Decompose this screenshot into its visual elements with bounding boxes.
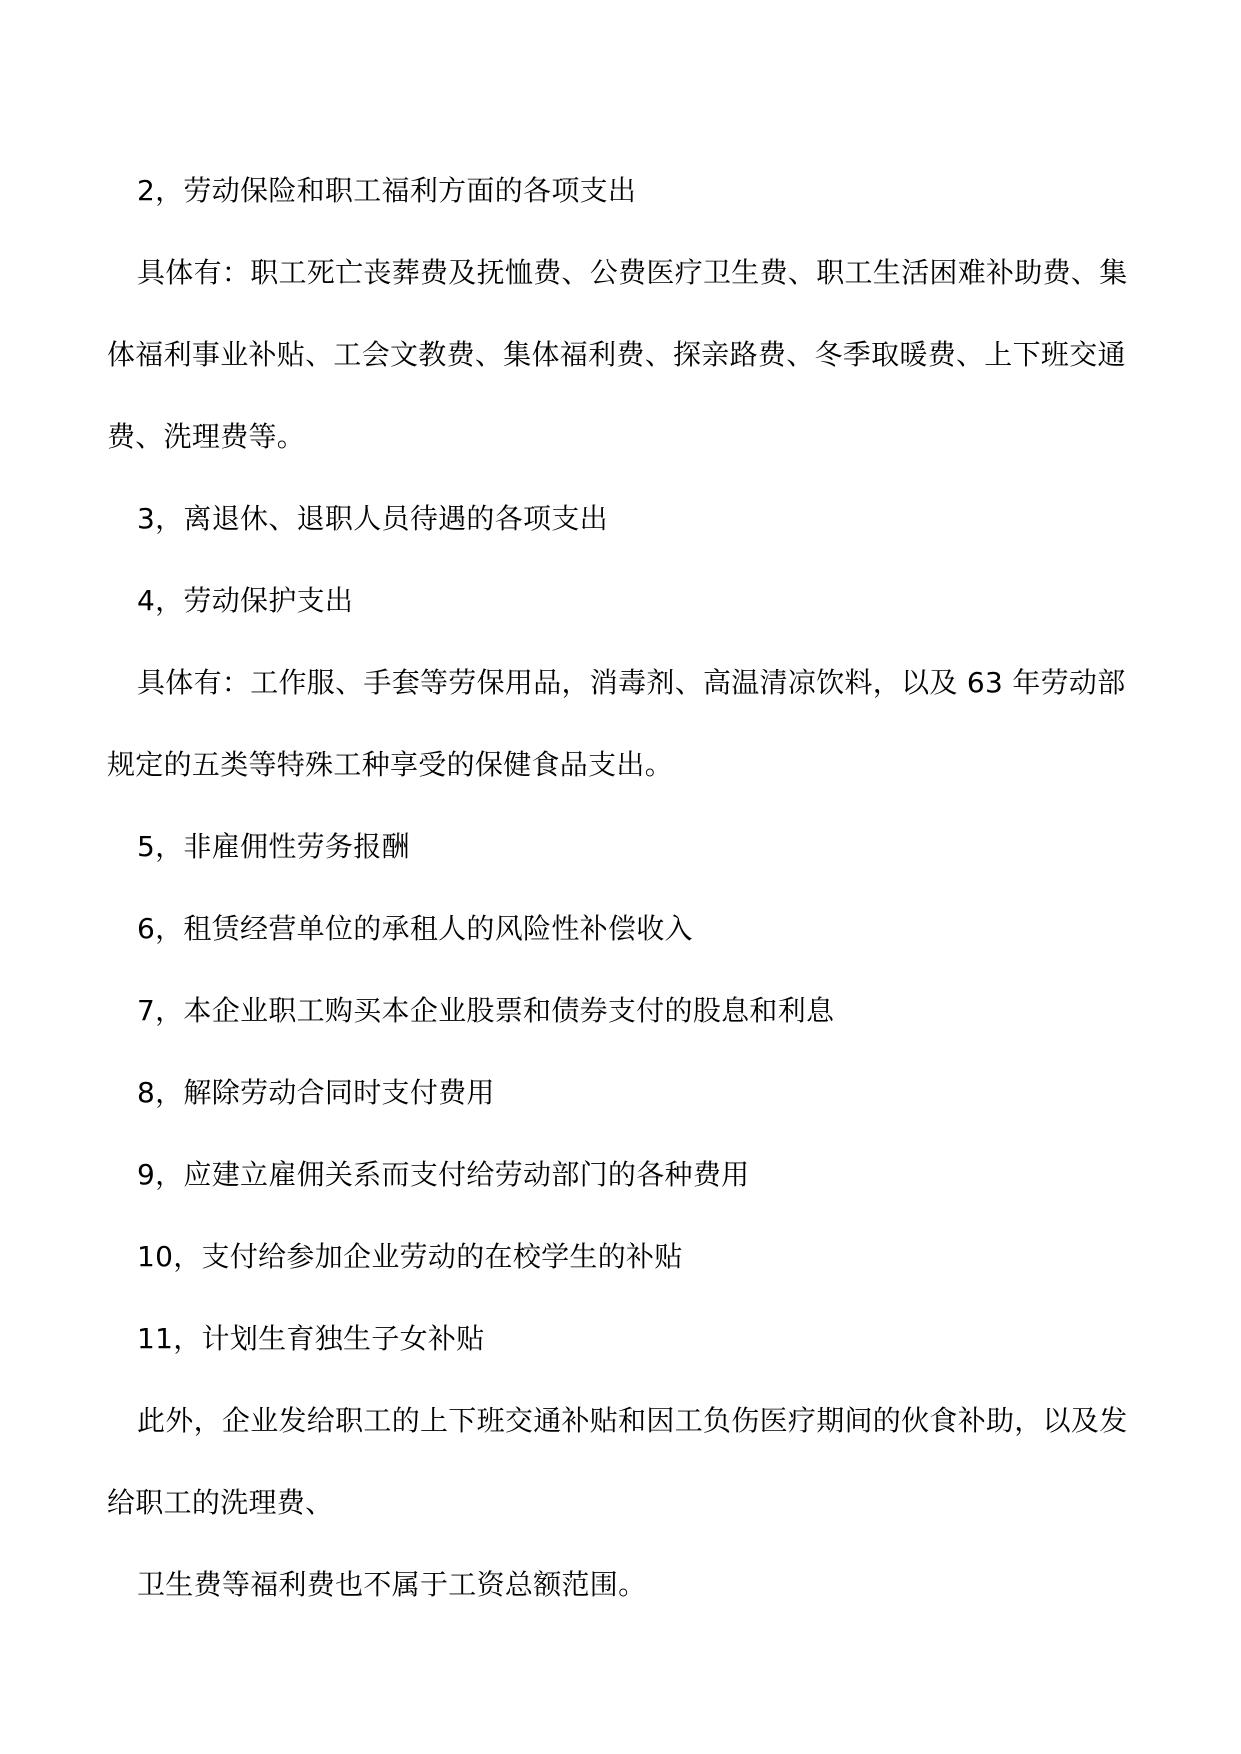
paragraph-item-5: 5，非雇佣性劳务报酬	[137, 830, 410, 863]
paragraph-closing-note: 卫生费等福利费也不属于工资总额范围。	[137, 1568, 647, 1601]
paragraph-item-3: 3，离退休、退职人员待遇的各项支出	[137, 502, 608, 535]
paragraph-item-7: 7，本企业职工购买本企业股票和债券支付的股息和利息	[137, 994, 835, 1027]
paragraph-item-8: 8，解除劳动合同时支付费用	[137, 1076, 495, 1109]
paragraph-item-6: 6，租赁经营单位的承租人的风险性补偿收入	[137, 912, 693, 945]
paragraph-item-11: 11，计划生育独生子女补贴	[137, 1322, 485, 1355]
paragraph-item-2: 2，劳动保险和职工福利方面的各项支出	[137, 174, 637, 207]
paragraph-additional-note: 此外，企业发给职工的上下班交通补贴和因工负伤医疗期间的伙食补助，以及发给职工的洗理费、	[107, 1404, 1128, 1519]
paragraph-item-9: 9，应建立雇佣关系而支付给劳动部门的各种费用	[137, 1158, 750, 1191]
paragraph-item-4: 4，劳动保护支出	[137, 584, 354, 617]
paragraph-item-10: 10，支付给参加企业劳动的在校学生的补贴	[137, 1240, 683, 1273]
paragraph-item-2-detail: 具体有：职工死亡丧葬费及抚恤费、公费医疗卫生费、职工生活困难补助费、集体福利事业补贴、工会文教费、集体福利费、探亲路费、冬季取暖费、上下班交通费、洗理费等。	[107, 256, 1128, 453]
paragraph-item-4-detail: 具体有：工作服、手套等劳保用品，消毒剂、高温清凉饮料，以及 63 年劳动部规定的五类等特殊工种享受的保健食品支出。	[107, 666, 1126, 781]
